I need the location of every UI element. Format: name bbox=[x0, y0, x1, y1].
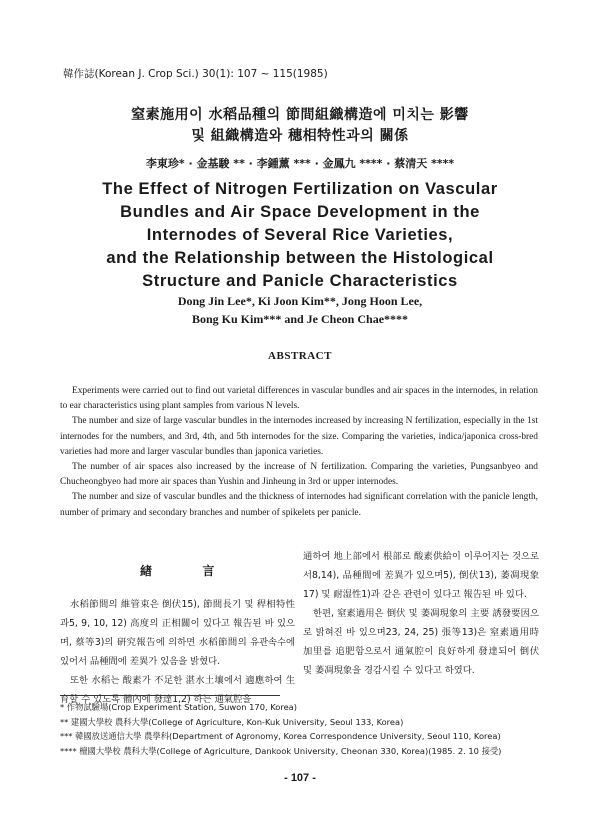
body-paragraph: 또한 水稻는 酸素가 不足한 湛水土壤에서 適應하여 生育할 수 있도록 體內에 發達1,2) 하는 通氣腔을 bbox=[60, 675, 295, 705]
english-title-line: Structure and Panicle Characteristics bbox=[142, 272, 458, 290]
section-heading-char: 緖 bbox=[140, 564, 155, 578]
footnotes bbox=[60, 700, 540, 758]
section-heading-introduction bbox=[140, 562, 216, 579]
journal-reference: 韓作誌(Korean J. Crop Sci.) 30(1): 107 ~ 115(1985) bbox=[63, 68, 328, 80]
body-paragraph: 한편, 窒素過用은 倒伏 및 萎凋現象의 主要 誘發要因으로 밝혀진 바 있으며23, 24, 25) 張等13)은 窒素過用時 加里를 追肥함으로서 通氣腔이 良好하게 發達되어 倒伏 및 萎凋現象을 경감시킬 수 있다고 하였다. bbox=[303, 608, 539, 676]
body-left-column bbox=[60, 595, 295, 709]
abstract-paragraph: The number and size of vascular bundles and the thickness of internodes had significant correlation with the panicle length, number of primary and secondary branches and number of spikelets per panicle. bbox=[60, 492, 538, 518]
english-title-line: The Effect of Nitrogen Fertilization on Vascular bbox=[102, 180, 498, 198]
abstract-body bbox=[60, 384, 538, 521]
body-paragraph: 通하여 地上部에서 根部로 酸素供給이 이루어지는 것으로서8,14), 品種間에 差異가 있으며5), 倒伏13), 萎凋現象17) 및 耐湿性1)과 같은 관련이 있다고 報告된 바 있다. bbox=[303, 551, 539, 600]
body-paragraph: 水稻節間의 維管束은 倒伏15), 節間長기 및 稈相特性과5, 9, 10, 12) 高度의 正相關이 있다고 報告된 바 있으며, 蔡等3)의 硏究報告에 의하면 水稻節間의 유관속수에 있어서 品種間에 差異가 있음을 밝혔다. bbox=[60, 599, 295, 667]
english-authors-line-1: Dong Jin Lee*, Ki Joon Kim**, Jong Hoon Lee, bbox=[177, 294, 423, 308]
english-authors-line-2: Bong Ku Kim*** and Je Cheon Chae**** bbox=[191, 312, 409, 326]
footnote: ** 建國大學校 農科大學(College of Agriculture, Kon-Kuk University, Seoul 133, Korea) bbox=[60, 716, 404, 727]
body-right-column bbox=[303, 547, 539, 680]
korean-authors: 李東珍* · 金基駿 ** · 李鍾薰 *** · 金鳳九 **** · 蔡清天 **** bbox=[145, 157, 455, 170]
english-authors bbox=[0, 292, 600, 328]
abstract-heading: ABSTRACT bbox=[268, 350, 332, 362]
page-number: - 107 - bbox=[284, 772, 316, 784]
english-title-line: and the Relationship between the Histological bbox=[106, 249, 494, 267]
abstract-paragraph: Experiments were carried out to find out varietal differences in vascular bundles and air spaces in the internodes, in relation to ear characteristics using plant samples from various N levels. bbox=[60, 386, 538, 412]
footnote-divider bbox=[60, 695, 280, 696]
footnote: * 作物試驗場(Crop Experiment Station, Suwon 170, Korea) bbox=[60, 702, 298, 712]
abstract-paragraph: The number and size of large vascular bundles in the internodes increased by increasing N fertilization, especially in the 1st internodes for the numbers, and 3rd, 4th, and 5th internodes for the size. Comparing the varieties, indica/japonica cross-bred varieties had more and larger vascular bundles than japonica varieties. bbox=[60, 416, 538, 457]
english-title bbox=[0, 178, 600, 293]
korean-title-line-1: 窒素施用이 水稻品種의 節間組織構造에 미치는 影響 bbox=[131, 107, 469, 123]
section-heading-char: 言 bbox=[202, 564, 217, 578]
abstract-paragraph: The number of air spaces also increased by the increase of N fertilization. Comparing the varieties, Pungsanbyeo and Chucheongbyeo had more air spaces than Yushin and Jinheung in 3rd or upper internodes. bbox=[60, 462, 538, 488]
english-title-line: Bundles and Air Space Development in the bbox=[120, 203, 480, 221]
korean-title-line-2: 및 組織構造와 穗相特性과의 關係 bbox=[191, 128, 409, 144]
footnote: **** 檀國大學校 農科大學(College of Agriculture, Dankook University, Cheonan 330, Korea)(1985. 2. 10 接受) bbox=[60, 745, 502, 756]
english-title-line: Internodes of Several Rice Varieties, bbox=[146, 226, 454, 244]
footnote: *** 韓國放送通信大學 農學科(Department of Agronomy, Korea Correspondence University, Seoul 110, Korea) bbox=[60, 731, 501, 741]
